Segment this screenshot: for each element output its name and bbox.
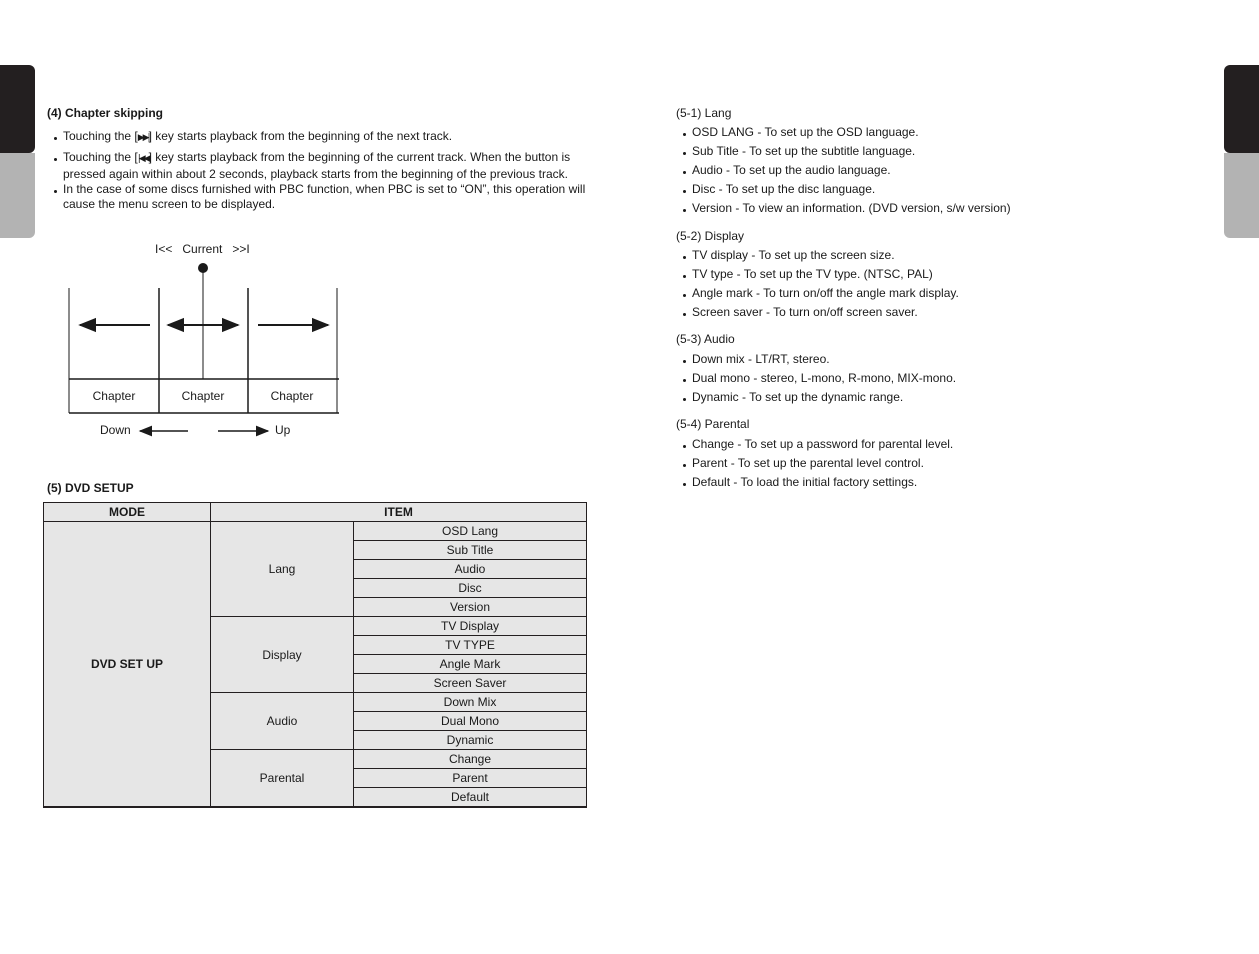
diagram-top-label: I<< Current >>I [155,242,250,256]
list-item: Dynamic - To set up the dynamic range. [676,390,1196,405]
list-item: TV type - To set up the TV type. (NTSC, PAL) [676,267,1196,282]
right-tab-dark [1224,65,1259,153]
parental-heading: (5-4) Parental [676,417,750,431]
chapter-skipping-list [47,129,587,216]
item-cell: TV Display [354,617,587,636]
list-item: Angle mark - To turn on/off the angle mark display. [676,286,1196,301]
item-cell: Dual Mono [354,712,587,731]
lang-heading: (5-1) Lang [676,106,732,120]
display-list [676,248,1196,324]
right-tab-gray [1224,153,1259,238]
item-cell: TV TYPE [354,636,587,655]
item-cell: Default [354,788,587,808]
dvd-setup-heading: (5) DVD SETUP [47,481,134,495]
list-item: OSD LANG - To set up the OSD language. [676,125,1196,140]
item-column-header: ITEM [211,503,587,522]
item-cell: Down Mix [354,693,587,712]
list-item: Screen saver - To turn on/off screen saver. [676,305,1196,320]
list-item: Disc - To set up the disc language. [676,182,1196,197]
group-cell: Lang [211,522,354,617]
list-item: Sub Title - To set up the subtitle language. [676,144,1196,159]
item-cell: Angle Mark [354,655,587,674]
lang-list [676,125,1196,220]
chapter-label: Chapter [181,389,225,403]
left-tab-gray [0,153,35,238]
item-cell: Screen Saver [354,674,587,693]
table-header-row [44,503,587,522]
group-cell: Parental [211,750,354,808]
item-cell: Change [354,750,587,769]
item-cell: Sub Title [354,541,587,560]
chapter-label: Chapter [92,389,136,403]
audio-heading: (5-3) Audio [676,332,735,346]
dvd-setup-table [43,502,587,808]
group-cell: Audio [211,693,354,750]
chapter-skipping-heading: (4) Chapter skipping [47,106,164,120]
audio-list [676,352,1196,409]
table-row [44,522,587,541]
item-cell: Audio [354,560,587,579]
list-item: Down mix - LT/RT, stereo. [676,352,1196,367]
up-label: Up [275,423,291,437]
item-cell: Parent [354,769,587,788]
item-cell: Version [354,598,587,617]
list-item: Change - To set up a password for parental level. [676,437,1196,452]
list-item: TV display - To set up the screen size. [676,248,1196,263]
list-item: Parent - To set up the parental level control. [676,456,1196,471]
group-cell: Display [211,617,354,693]
chapter-label: Chapter [270,389,314,403]
next-track-icon: ▶▶| [137,133,149,143]
item-cell: OSD Lang [354,522,587,541]
mode-cell: DVD SET UP [44,522,211,808]
previous-track-icon: |◀◀ [137,154,149,164]
item-cell: Disc [354,579,587,598]
mode-column-header: MODE [44,503,211,522]
down-label: Down [100,423,131,437]
display-heading: (5-2) Display [676,229,745,243]
list-item: In the case of some discs furnished with PBC function, when PBC is set to “ON”, this operation will cause the menu screen to be displayed. [47,182,587,212]
list-item: Audio - To set up the audio language. [676,163,1196,178]
list-item: Dual mono - stereo, L-mono, R-mono, MIX-mono. [676,371,1196,386]
list-item: Touching the [▶▶|] key starts playback from the beginning of the next track. [47,129,587,146]
left-tab-dark [0,65,35,153]
item-cell: Dynamic [354,731,587,750]
list-item: Touching the [|◀◀] key starts playback from the beginning of the current track. When the button is pressed again within about 2 seconds, playback starts from the beginning of the previous track. [47,150,587,182]
list-item: Version - To view an information. (DVD version, s/w version) [676,201,1196,216]
chapter-diagram [60,238,360,443]
parental-list [676,437,1196,494]
list-item: Default - To load the initial factory settings. [676,475,1196,490]
